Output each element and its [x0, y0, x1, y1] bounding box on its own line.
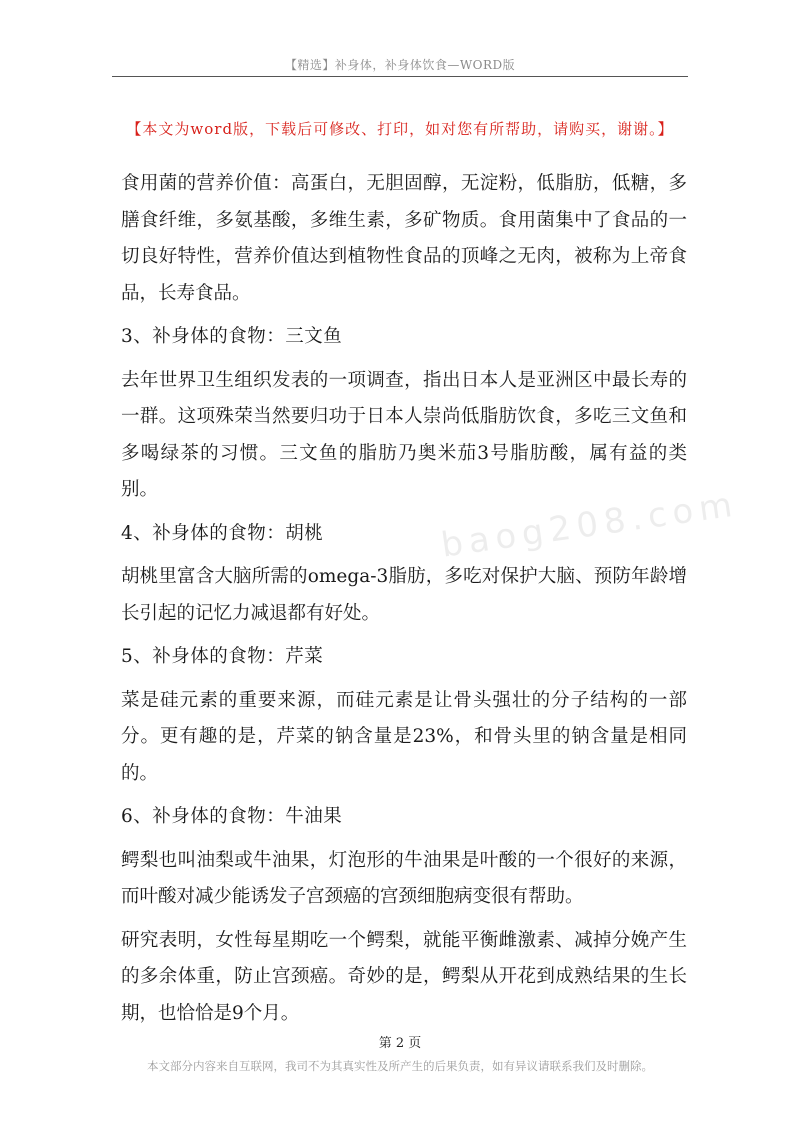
header-divider [112, 76, 688, 77]
section-heading: 5、补身体的食物：芹菜 [121, 646, 324, 667]
section-heading: 3、补身体的食物：三文鱼 [121, 326, 343, 347]
paragraph: 研究表明，女性每星期吃一个鳄梨，就能平衡雌激素、减掉分娩产生的多余体重，防止宫颈癌。奇妙的是，鳄梨从开花到成熟结果的生长期，也恰恰是9个月。 [121, 929, 687, 1024]
section-heading: 4、补身体的食物：胡桃 [121, 522, 324, 544]
page-number: 第 2 页 [378, 1036, 422, 1051]
paragraph: 食用菌的营养价值：高蛋白，无胆固醇，无淀粉，低脂肪，低糖，多膳食纤维，多氨基酸，多维生素，多矿物质。食用菌集中了食品的一切良好特性，营养价值达到植物性食品的顶峰之无肉，被称为上帝食品，长寿食品。 [121, 173, 687, 304]
paragraph: 胡桃里富含大脑所需的omega-3脂肪，多吃对保护大脑、预防年龄增长引起的记忆力减退都有好处。 [121, 566, 687, 624]
footer-disclaimer: 本文部分内容来自互联网，我司不为其真实性及所产生的后果负责，如有异议请联系我们及时删除。 [147, 1059, 653, 1073]
paragraph: 鳄梨也叫油梨或牛油果，灯泡形的牛油果是叶酸的一个很好的来源，而叶酸对减少能诱发子宫颈癌的宫颈细胞病变很有帮助。 [121, 849, 687, 907]
paragraph: 菜是硅元素的重要来源，而硅元素是让骨头强壮的分子结构的一部分。更有趣的是，芹菜的钠含量是23%，和骨头里的钠含量是相同的。 [121, 689, 687, 784]
document-header: 【精选】补身体，补身体饮食—WORD版 [284, 58, 516, 72]
purchase-notice: 【本文为word版，下载后可修改、打印，如对您有所帮助，请购买，谢谢。】 [126, 120, 674, 138]
paragraph: 去年世界卫生组织发表的一项调查，指出日本人是亚洲区中最长寿的一群。这项殊荣当然要归功于日本人崇尚低脂肪饮食，多吃三文鱼和多喝绿茶的习惯。三文鱼的脂肪乃奥米茄3号脂肪酸，属有益的类别。 [121, 369, 687, 500]
section-heading: 6、补身体的食物：牛油果 [121, 806, 343, 827]
watermark: baog208.com [438, 484, 741, 566]
document-body [121, 166, 687, 1039]
